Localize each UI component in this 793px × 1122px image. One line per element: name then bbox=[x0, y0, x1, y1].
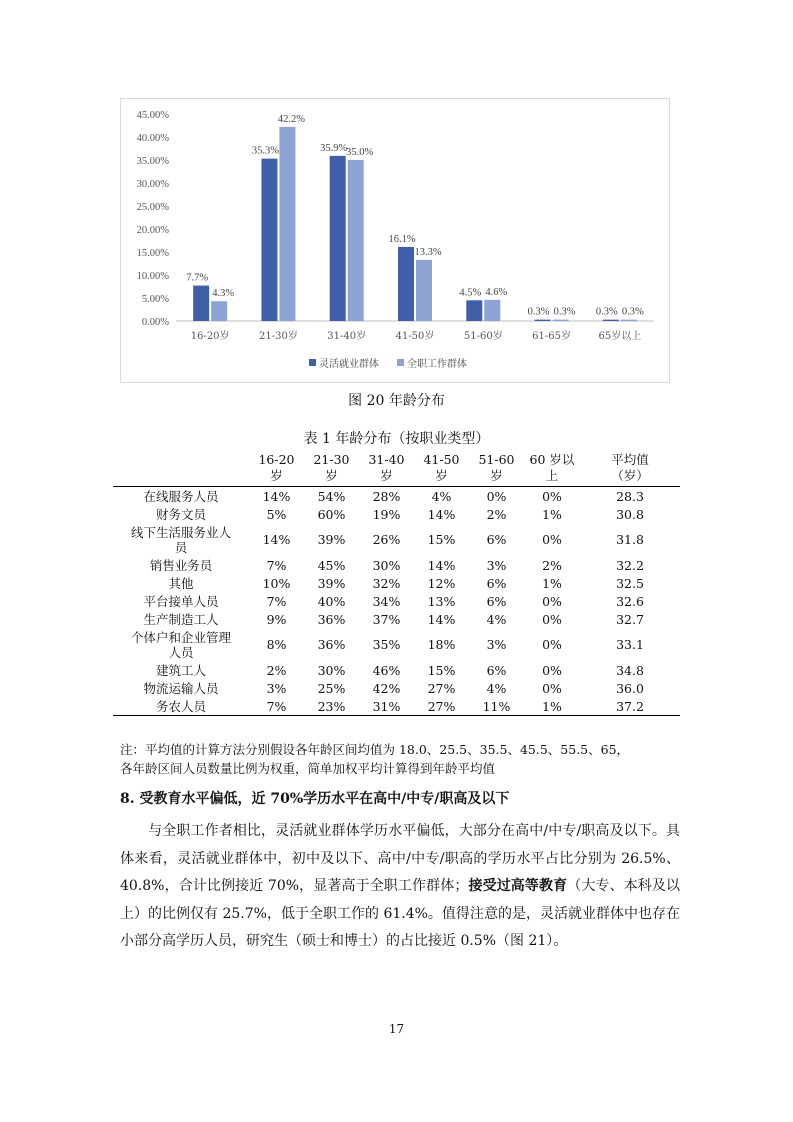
table-cell: 0% bbox=[542, 532, 562, 547]
table-caption: 表 1 年龄分布（按职业类型） bbox=[303, 431, 490, 447]
bar-fulltime bbox=[211, 301, 227, 321]
table-header-cell bbox=[580, 450, 680, 487]
table-cell: 0% bbox=[542, 593, 562, 609]
bar-flexible bbox=[193, 286, 209, 321]
table-cell: 7% bbox=[266, 557, 287, 573]
y-tick-label: 5.00% bbox=[141, 294, 169, 305]
legend-label: 灵活就业群体 bbox=[319, 359, 379, 370]
legend-swatch bbox=[309, 359, 316, 366]
table-cell: 6% bbox=[486, 593, 507, 609]
table-cell: 12% bbox=[427, 575, 456, 591]
row-label-line-1: 其他 bbox=[168, 575, 194, 591]
header-line-1: 41-50 bbox=[423, 452, 460, 467]
row-label bbox=[113, 505, 249, 523]
data-label: 0.3% bbox=[621, 306, 644, 318]
table-cell: 1% bbox=[542, 506, 562, 522]
row-label-line-1: 物流运输人员 bbox=[143, 680, 219, 696]
table-cell: 14% bbox=[262, 532, 291, 547]
data-label: 35.0% bbox=[346, 147, 374, 158]
table-cell: 25% bbox=[317, 680, 346, 696]
table-note-line-2: 各年龄区间人员数量比例为权重，简单加权平均计算得到年龄平均值 bbox=[120, 761, 496, 776]
table-row bbox=[113, 574, 680, 592]
table-row bbox=[113, 679, 680, 697]
table-cell: 6% bbox=[486, 662, 507, 678]
table-row bbox=[113, 523, 680, 556]
table-cell: 14% bbox=[427, 611, 456, 627]
y-tick-label: 10.00% bbox=[136, 271, 169, 282]
table-row bbox=[113, 661, 680, 679]
data-label: 4.6% bbox=[485, 286, 508, 298]
table-row bbox=[113, 697, 680, 716]
bar-flexible bbox=[330, 156, 346, 321]
row-label-line-1: 建筑工人 bbox=[155, 662, 206, 678]
x-tick-label: 31-40岁 bbox=[327, 331, 367, 342]
legend-swatch bbox=[397, 359, 404, 366]
row-label bbox=[113, 592, 249, 610]
body-paragraph bbox=[120, 818, 680, 956]
table-cell: 2% bbox=[486, 506, 507, 522]
data-label: 4.3% bbox=[212, 288, 235, 300]
x-tick-label: 16-20岁 bbox=[190, 331, 230, 342]
table-cell: 3% bbox=[266, 680, 287, 696]
table-cell: 33.1 bbox=[616, 637, 644, 652]
data-label: 4.5% bbox=[459, 287, 482, 299]
table-cell: 14% bbox=[262, 488, 291, 504]
para-bold-text: 接受过高等教育 bbox=[468, 878, 568, 894]
table-row bbox=[113, 556, 680, 574]
header-line-2: 岁 bbox=[490, 468, 503, 483]
table-cell: 0% bbox=[542, 662, 562, 678]
table-cell: 39% bbox=[317, 575, 346, 591]
row-label bbox=[113, 574, 249, 592]
table-cell: 5% bbox=[266, 506, 287, 522]
row-label bbox=[113, 661, 249, 679]
table-cell: 30.8 bbox=[616, 506, 644, 522]
row-label-line-1: 线下生活服务业人 bbox=[130, 524, 231, 540]
table-cell: 19% bbox=[372, 506, 401, 522]
table-row bbox=[113, 487, 680, 506]
x-tick-label: 21-30岁 bbox=[259, 331, 298, 342]
table-cell: 32.6 bbox=[616, 593, 644, 609]
y-tick-label: 30.00% bbox=[136, 179, 169, 190]
header-line-2: 上 bbox=[545, 468, 559, 483]
table-header-cell bbox=[469, 450, 524, 487]
x-tick-label: 41-50岁 bbox=[395, 331, 435, 342]
bar-flexible bbox=[261, 159, 277, 321]
table-header-cell bbox=[249, 450, 304, 487]
table-cell: 27% bbox=[427, 680, 456, 696]
table-cell: 7% bbox=[249, 697, 304, 716]
bar-flexible bbox=[603, 320, 619, 321]
bar-flexible bbox=[398, 247, 414, 321]
table-cell: 42% bbox=[372, 680, 401, 696]
header-line-2 bbox=[113, 468, 249, 484]
section-heading: 8. 受教育水平偏低，近 70%学历水平在高中/中专/职高及以下 bbox=[120, 791, 510, 807]
table-cell: 32.7 bbox=[616, 611, 644, 627]
data-label: 0.3% bbox=[527, 306, 550, 318]
bar-fulltime bbox=[416, 260, 432, 321]
table-cell: 10% bbox=[262, 575, 291, 591]
row-label bbox=[113, 487, 249, 506]
table-cell: 54% bbox=[317, 488, 346, 504]
table-cell: 37.2 bbox=[580, 697, 680, 716]
table-row bbox=[113, 505, 680, 523]
table-cell: 39% bbox=[317, 532, 346, 547]
row-label bbox=[113, 523, 249, 556]
bar-flexible bbox=[466, 300, 482, 321]
row-label bbox=[113, 679, 249, 697]
y-tick-label: 45.00% bbox=[136, 110, 169, 121]
table-cell: 27% bbox=[414, 697, 469, 716]
row-label-line-1: 销售业务员 bbox=[149, 557, 213, 573]
header-line-1: 60 岁以 bbox=[529, 452, 575, 467]
table-cell: 0% bbox=[542, 680, 562, 696]
table-row bbox=[113, 592, 680, 610]
table-cell: 2% bbox=[266, 662, 287, 678]
para-text-2: （大专、本科及以上）的比例仅有 25.7%，低于全职工作的 61.4%。值得注意的是，灵活就业群体中也存在小部分高学历人员，研究生（硕士和博士）的占比接近 0.5%（图 21）。 bbox=[120, 878, 681, 949]
table-cell: 18% bbox=[427, 637, 456, 652]
figure-caption: 图 20 年龄分布 bbox=[348, 393, 445, 409]
table-cell: 34% bbox=[372, 593, 401, 609]
row-label-line-2: 员 bbox=[174, 539, 188, 555]
row-label-line-1: 个体户和企业管理 bbox=[130, 629, 231, 645]
header-line-2: （岁） bbox=[611, 468, 649, 483]
table-header-cell bbox=[414, 450, 469, 487]
data-label: 35.3% bbox=[251, 145, 279, 157]
table-cell: 28% bbox=[372, 488, 401, 504]
table-cell: 36% bbox=[317, 611, 346, 627]
header-line-2: 岁 bbox=[380, 468, 393, 483]
table-cell: 0% bbox=[542, 611, 562, 627]
row-label-line-1: 财务文员 bbox=[155, 506, 206, 522]
table-cell: 14% bbox=[427, 557, 456, 573]
bar-fulltime bbox=[621, 320, 637, 321]
row-label-line-2: 人员 bbox=[168, 644, 194, 660]
table-row bbox=[113, 628, 680, 661]
y-tick-label: 0.00% bbox=[141, 317, 169, 328]
table-cell: 15% bbox=[427, 532, 456, 547]
header-line-1: 51-60 bbox=[478, 452, 515, 467]
row-label bbox=[113, 556, 249, 574]
table-cell: 4% bbox=[486, 611, 507, 627]
table-cell: 6% bbox=[486, 532, 507, 547]
header-line-1: 31-40 bbox=[368, 452, 405, 467]
table-cell: 4% bbox=[486, 680, 507, 696]
x-tick-label: 51-60岁 bbox=[463, 331, 503, 342]
legend-label: 全职工作群体 bbox=[407, 359, 467, 370]
table-header-cell bbox=[524, 450, 580, 487]
table-header-row bbox=[113, 450, 680, 487]
y-tick-label: 15.00% bbox=[136, 248, 169, 259]
data-label: 16.1% bbox=[388, 233, 416, 245]
table-note-line-1: 注：平均值的计算方法分别假设各年龄区间均值为 18.0、25.5、35.5、45.5、55.5、65， bbox=[120, 742, 630, 757]
row-label-line-1: 在线服务人员 bbox=[143, 488, 219, 504]
table-cell: 30% bbox=[372, 557, 401, 573]
table-cell: 23% bbox=[304, 697, 359, 716]
table-header-cell bbox=[304, 450, 359, 487]
row-label-line-1: 生产制造工人 bbox=[143, 611, 219, 627]
table-header-cell bbox=[359, 450, 414, 487]
table-cell: 28.3 bbox=[616, 488, 644, 504]
bar-fulltime bbox=[279, 127, 295, 321]
table-cell: 3% bbox=[486, 557, 507, 573]
table-cell: 37% bbox=[372, 611, 401, 627]
chart-canvas bbox=[121, 99, 671, 384]
table-cell: 46% bbox=[372, 662, 401, 678]
page-number: 17 bbox=[388, 1022, 405, 1036]
table-cell: 11% bbox=[469, 697, 524, 716]
bar-flexible bbox=[535, 320, 551, 321]
table-cell: 30% bbox=[317, 662, 346, 678]
table-cell: 36% bbox=[317, 637, 346, 652]
age-by-occupation-table bbox=[113, 450, 680, 716]
table-cell: 32% bbox=[372, 575, 401, 591]
header-line-1: 平均值 bbox=[611, 452, 649, 467]
table-cell: 0% bbox=[542, 637, 562, 652]
bar-fulltime bbox=[553, 320, 569, 321]
data-label: 0.3% bbox=[553, 306, 576, 318]
age-distribution-chart bbox=[120, 98, 670, 383]
data-label: 42.2% bbox=[277, 113, 305, 125]
table-header-cell bbox=[113, 450, 249, 487]
table-cell: 1% bbox=[542, 575, 562, 591]
table-cell: 32.5 bbox=[616, 575, 644, 591]
table-cell: 15% bbox=[427, 662, 456, 678]
data-label: 0.3% bbox=[595, 306, 618, 318]
para-text-1: 与全职工作者相比，灵活就业群体学历水平偏低，大部分在高中/中专/职高及以下。具体来看，灵活就业群体中，初中及以下、高中/中专/职高的学历水平占比分别为 26.5%、40.8%，合计比例接近 70%，显著高于全职工作群体； bbox=[120, 823, 680, 894]
table-cell: 13% bbox=[427, 593, 456, 609]
table-cell: 0% bbox=[542, 488, 562, 504]
table-cell: 31.8 bbox=[616, 532, 644, 547]
x-tick-label: 65岁以上 bbox=[598, 331, 642, 342]
header-line-1 bbox=[113, 452, 249, 468]
table-row bbox=[113, 610, 680, 628]
table-cell: 35% bbox=[372, 637, 401, 652]
row-label-line-1: 务农人员 bbox=[155, 698, 206, 714]
table-cell: 45% bbox=[317, 557, 346, 573]
row-label-line-1: 平台接单人员 bbox=[143, 593, 219, 609]
x-tick-label: 61-65岁 bbox=[532, 331, 571, 342]
header-line-1: 16-20 bbox=[258, 452, 295, 467]
row-label bbox=[113, 697, 249, 716]
table-cell: 9% bbox=[266, 611, 287, 627]
table-cell: 3% bbox=[486, 637, 507, 652]
table-cell: 31% bbox=[359, 697, 414, 716]
y-tick-label: 40.00% bbox=[136, 133, 169, 144]
table-cell: 26% bbox=[372, 532, 401, 547]
table-cell: 36.0 bbox=[616, 680, 644, 696]
table-cell: 40% bbox=[317, 593, 346, 609]
data-label: 35.9% bbox=[320, 142, 348, 154]
y-tick-label: 20.00% bbox=[136, 225, 169, 236]
row-label bbox=[113, 628, 249, 661]
y-tick-label: 25.00% bbox=[136, 202, 169, 213]
header-line-1: 21-30 bbox=[313, 452, 350, 467]
table-cell: 0% bbox=[486, 488, 507, 504]
row-label bbox=[113, 610, 249, 628]
table-cell: 7% bbox=[266, 593, 287, 609]
y-tick-label: 35.00% bbox=[136, 156, 169, 167]
header-line-2: 岁 bbox=[325, 468, 338, 483]
table-cell: 60% bbox=[317, 506, 346, 522]
table-cell: 8% bbox=[266, 637, 287, 652]
data-label: 7.7% bbox=[186, 272, 209, 284]
bar-fulltime bbox=[348, 160, 364, 321]
header-line-2: 岁 bbox=[270, 468, 283, 483]
bar-fulltime bbox=[484, 300, 500, 321]
table-cell: 6% bbox=[486, 575, 507, 591]
header-line-2: 岁 bbox=[435, 468, 448, 483]
table-cell: 1% bbox=[524, 697, 580, 716]
table-cell: 32.2 bbox=[616, 557, 644, 573]
data-label: 13.3% bbox=[414, 246, 442, 258]
table-cell: 34.8 bbox=[616, 662, 644, 678]
table-cell: 4% bbox=[431, 488, 452, 504]
table-cell: 2% bbox=[542, 557, 562, 573]
table-cell: 14% bbox=[427, 506, 456, 522]
